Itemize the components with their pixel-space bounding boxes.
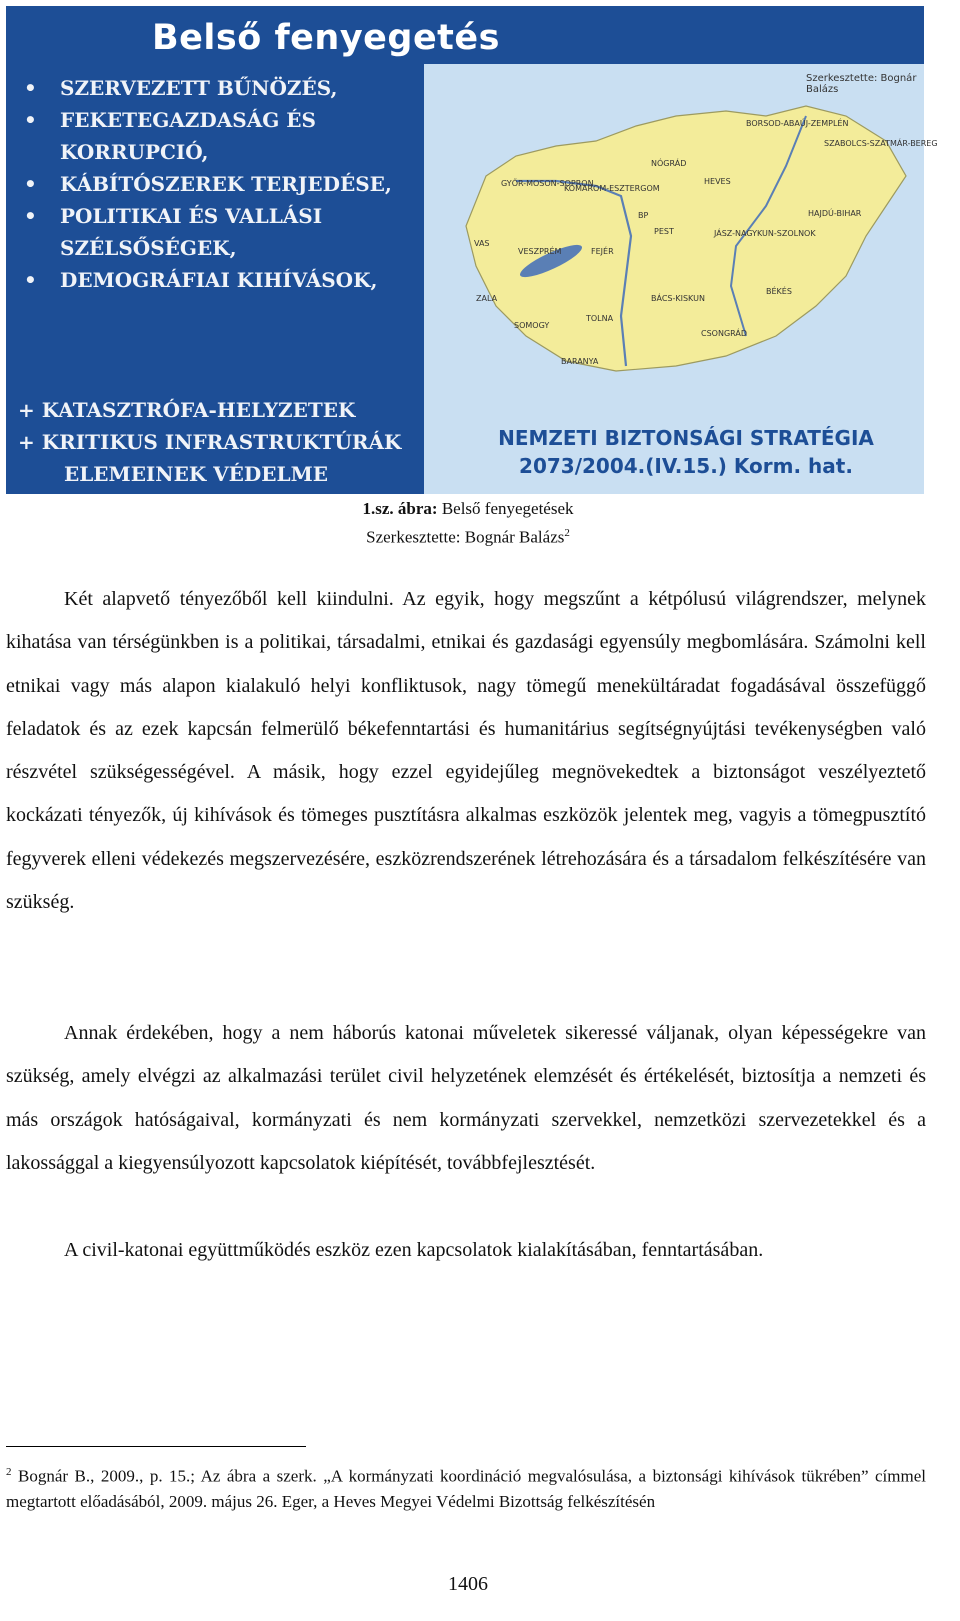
- footnote: [6, 1460, 926, 1514]
- extra-infrastructure: + KRITIKUS INFRASTRUKTÚRÁK: [18, 430, 402, 454]
- county-label: KOMÁROM-ESZTERGOM: [564, 184, 660, 193]
- county-label: JÁSZ-NAGYKUN-SZOLNOK: [714, 229, 816, 238]
- county-label: NÓGRÁD: [651, 159, 687, 168]
- figure-editor-credit: Szerkesztette: Bognár Balázs: [806, 73, 917, 95]
- caption-text: Belső fenyegetések: [441, 499, 574, 518]
- figure-title: Belső fenyegetés: [151, 18, 500, 58]
- threat-item: • POLITIKAI ÉS VALLÁSI SZÉLSŐSÉGEK,: [20, 200, 420, 264]
- threat-item: • FEKETEGAZDASÁG ÉS KORRUPCIÓ,: [20, 104, 420, 168]
- extra-catastrophe: + KATASZTRÓFA-HELYZETEK: [18, 398, 356, 422]
- paragraph-1: [6, 578, 926, 924]
- footnote-text: Bognár B., 2009., p. 15.; Az ábra a szerk. „A kormányzati koordináció megvalósulása, a biztonsági kihívások tükrében” címmel megtartott előadásából, 2009. május 26. Eger, a Heves Megyei Védelmi Bizottság felkészítésén: [6, 1466, 926, 1511]
- paragraph-text: Annak érdekében, hogy a nem háborús katonai műveletek sikeressé váljanak, olyan képességekre van szükség, amely elvégzi az alkalmazási terület civil helyzetének elemzését és értékelését, biztosítja a nemzeti és más országok hatóságaival, kormányzati és nem kormányzati szervekkel, nemzetközi szervezetekkel és a lakossággal a kiegyensúlyozott kapcsolatok kiépítését, továbbfejlesztését.: [6, 1022, 926, 1174]
- hungary-map: [446, 86, 938, 386]
- county-label: ZALA: [476, 294, 498, 303]
- strategy-reference: [476, 424, 896, 480]
- strategy-decree: 2073/2004.(IV.15.) Korm. hat.: [519, 454, 853, 478]
- footnote-ref[interactable]: 2: [564, 527, 570, 539]
- county-label: VESZPRÉM: [518, 247, 562, 256]
- figure-caption: [0, 497, 936, 550]
- paragraph-3: [6, 1229, 926, 1272]
- figure-belso-fenyegetes: [6, 6, 938, 494]
- extra-threats: [18, 394, 401, 490]
- page-number: 1406: [448, 1573, 488, 1595]
- county-label: BARANYA: [561, 357, 599, 366]
- county-label: TOLNA: [586, 314, 614, 323]
- strategy-title: NEMZETI BIZTONSÁGI STRATÉGIA: [498, 426, 874, 450]
- threat-list: [20, 72, 420, 296]
- county-label: BORSOD-ABAÚJ-ZEMPLÉN: [746, 119, 849, 128]
- extra-infrastructure-cont: ELEMEINEK VÉDELME: [64, 462, 328, 486]
- county-label: HEVES: [704, 177, 731, 186]
- county-label: BÉKÉS: [766, 287, 792, 296]
- paragraph-text: Két alapvető tényezőből kell kiindulni. Az egyik, hogy megszűnt a kétpólusú világrendszer, melynek kihatása van térségünkben is a politikai, társadalmi, etnikai és gazdasági egyensúly megbomlására. Számolni kell etnikai vagy más alapon kialakuló helyi konfliktusok, nagy tömegű menekültáradat fogadásával összefüggő feladatok és az ezek kapcsán felmerülő békefenntartási és humanitárius segítségnyújtási tevékenységben való részvétel szükségességével. A másik, hogy ezzel egyidejűleg megnövekedtek a biztonságot veszélyeztető kockázati tényezők, új kihívások és tömeges pusztításra alkalmas eszközök jelentek meg, vagyis a tömegpusztító fegyverek elleni védekezés megszervezésére, eszközrendszerének létrehozására és a társadalom felkészítésére van szükség.: [6, 588, 926, 914]
- county-label: SZABOLCS-SZATMÁR-BEREG: [824, 139, 938, 148]
- threat-item: • KÁBÍTÓSZEREK TERJEDÉSE,: [20, 168, 420, 200]
- county-label: BP: [638, 211, 649, 220]
- county-label: PEST: [654, 227, 674, 236]
- county-label: SOMOGY: [514, 321, 550, 330]
- county-label: CSONGRÁD: [701, 329, 748, 338]
- paragraph-text: A civil-katonai együttműködés eszköz ezen kapcsolatok kialakításában, fenntartásában.: [64, 1239, 764, 1261]
- footnote-rule: [6, 1446, 306, 1447]
- threat-item: • SZERVEZETT BŰNÖZÉS,: [20, 72, 420, 104]
- county-label: HAJDÚ-BIHAR: [808, 209, 862, 218]
- county-label: GYŐR-MOSON-SOPRON: [501, 179, 594, 188]
- threat-item: • DEMOGRÁFIAI KIHÍVÁSOK,: [20, 264, 420, 296]
- footnote-mark: 2: [6, 1466, 12, 1478]
- county-label: FEJÉR: [591, 247, 614, 256]
- county-label: BÁCS-KISKUN: [651, 294, 705, 303]
- caption-label: 1.sz. ábra:: [362, 499, 438, 518]
- caption-editor: Szerkesztette: Bognár Balázs: [366, 527, 565, 547]
- paragraph-2: [6, 1012, 926, 1185]
- county-label: VAS: [474, 239, 490, 248]
